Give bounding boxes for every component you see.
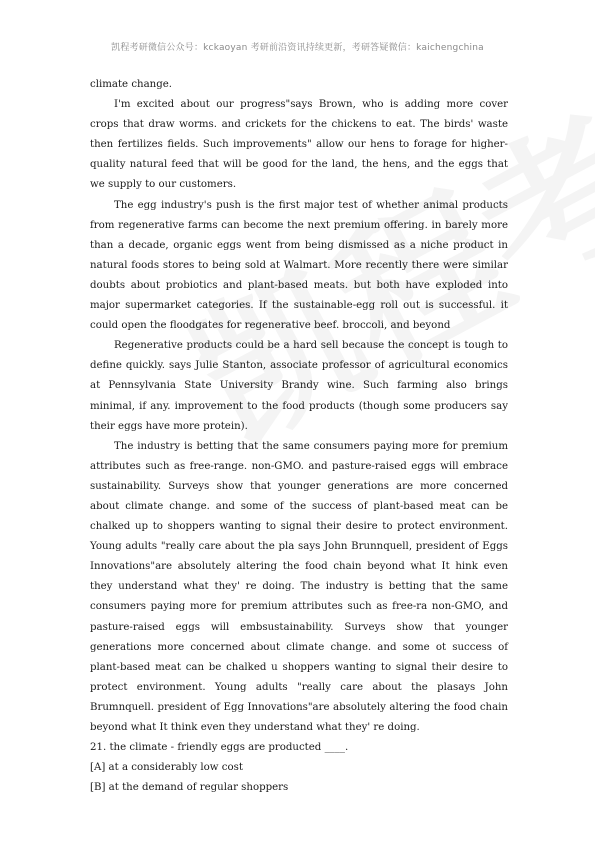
page-header: 凯程考研微信公众号：kckaoyan 考研前沿资讯持续更新，考研答疑微信：kaichengchina [111, 43, 484, 53]
option-b: [B] at the demand of regular shoppers [90, 782, 289, 794]
paragraph-continuation: climate change. [90, 79, 173, 90]
paragraph: The egg industry's push is the first major test of whether animal products from regenerative farms can become the next premium offering. in barely more than a decade, organic eggs went from being dismissed as a niche product in natural foods stores to being sold at Walmart. More recently there were similar doubts about probiotics and plant-based meats. but both have exploded into major supermarket categories. If the sustainable-egg roll out is successful. it could open the floodgates for regenerative beef. broccoli, and beyond [90, 199, 508, 332]
question-stem: 21. the climate - friendly eggs are producted ____. [90, 742, 349, 754]
paragraph: The industry is betting that the same consumers paying more for premium attributes such as free-range. non-GMO. and pasture-raised eggs will embrace sustainability. Surveys show that younger generations are more concerned about climate change. and some of the success of plant-based meat can be chalked up to shoppers wanting to signal their desire to protect environment. Young adults "really care about the pla says John Brunnquell, president of Eggs Innovations"are absolutely altering the food chain beyond what It hink even they understand what they' re doing. The industry is betting that the same consumers paying more for premium attributes such as free-ra non-GMO, and pasture-raised eggs will embsustainability. Surveys show that younger generations more concerned about climate change. and some ot success of plant-based meat can be chalked u shoppers wanting to signal their desire to protect environment. Young adults "really care about the plasays John Brumnquell. president of Egg Innovations"are absolutely altering the food chain beyond what It think even they understand what they' re doing. [90, 440, 508, 733]
paragraph: Regenerative products could be a hard sell because the concept is tough to define quickly. says Julie Stanton, associate professor of agricultural economics at Pennsylvania State University Brandy wine. Such farming also brings minimal, if any. improvement to the food products (though some producers say their eggs have more protein). [90, 340, 508, 432]
option-a: [A] at a considerably low cost [90, 762, 243, 774]
paragraph: I'm excited about our progress"says Brown, who is adding more cover crops that draw worms. and crickets for the chickens to eat. The birds' waste then fertilizes fields. Such improvements" allow our hens to forage for higher-quality natural feed that will be good for the land, the hens, and the eggs that we supply to our customers. [90, 99, 508, 191]
article-body [90, 75, 508, 798]
